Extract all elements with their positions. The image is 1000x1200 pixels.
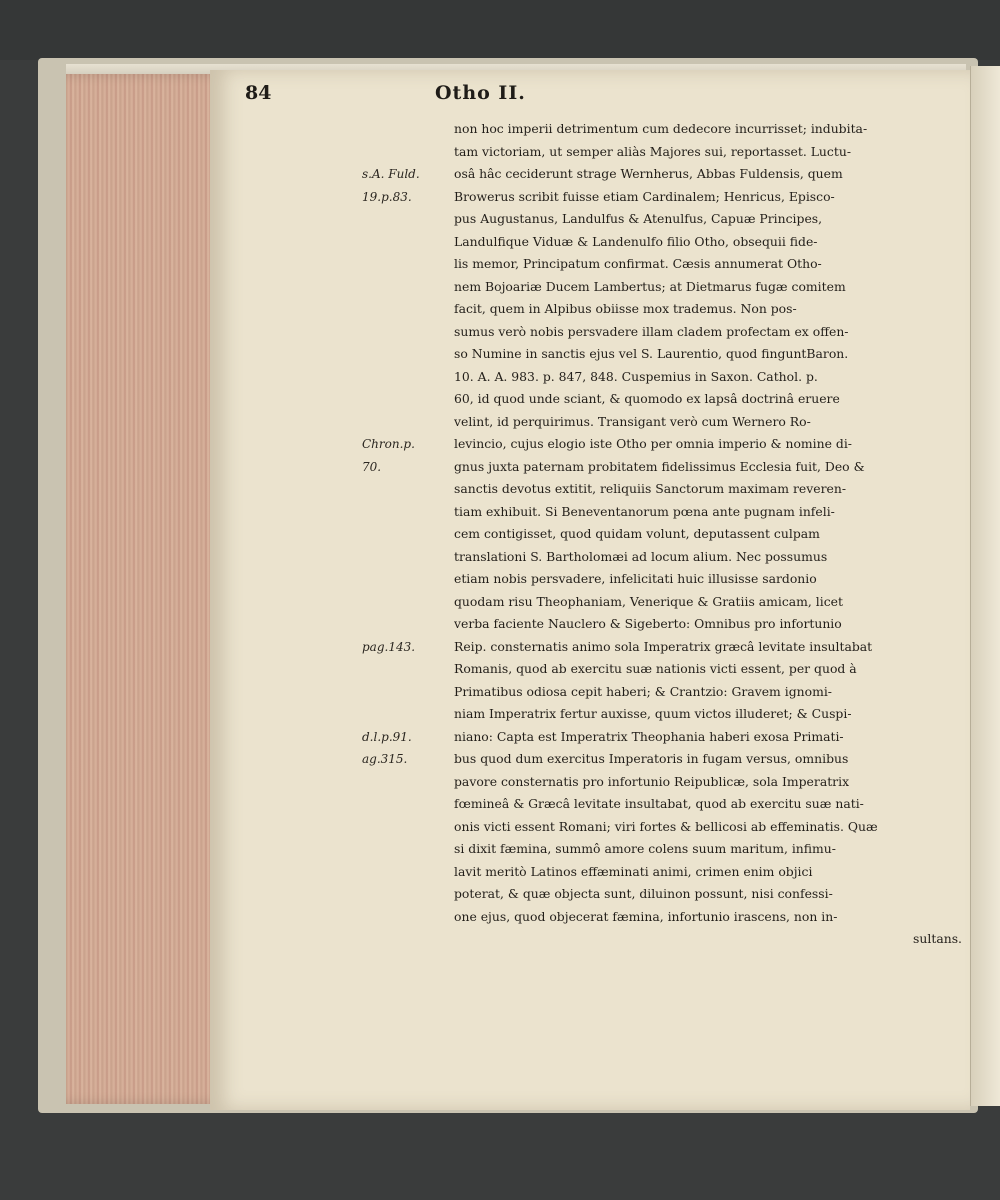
text-line: pus Augustanus, Landulfus & Atenulfus, Capuæ Principes,	[454, 211, 823, 226]
text-line: Romanis, quod ab exercitu suæ nationis victi essent, per quod à	[454, 661, 857, 676]
scanner-backdrop	[0, 0, 1000, 60]
margin-note: Chron.p.	[362, 437, 415, 451]
text-line: so Numine in sanctis ejus vel S. Laurentio, quod finguntBaron.	[454, 346, 849, 361]
text-line: cem contigisset, quod quidam volunt, deputassent culpam	[454, 526, 820, 541]
text-line: osâ hâc ceciderunt strage Wernherus, Abbas Fuldensis, quem	[454, 166, 843, 181]
margin-note: ag.315.	[362, 752, 408, 766]
text-line: verba faciente Nauclero & Sigeberto: Omnibus pro infortunio	[454, 616, 842, 631]
body-text	[454, 118, 962, 951]
text-line: 10. A. A. 983. p. 847, 848. Cuspemius in Saxon. Cathol. p.	[454, 368, 818, 384]
text-line: sanctis devotus extitit, reliquiis Sanctorum maximam reveren-	[454, 481, 847, 496]
text-line: tiam exhibuit. Si Beneventanorum pœna ante pugnam infeli-	[454, 503, 835, 519]
text-line: Primatibus odiosa cepit haberi; & Crantzio: Gravem ignomi-	[454, 683, 832, 699]
text-line: etiam nobis persvadere, infelicitati huic illusisse sardonio	[454, 571, 817, 586]
text-line: Browerus scribit fuisse etiam Cardinalem; Henricus, Episco-	[454, 188, 835, 204]
text-line: fœmineâ & Græcâ levitate insultabat, quod ab exercitu suæ nati-	[454, 796, 864, 811]
margin-note: 70.	[362, 459, 382, 474]
margin-note: 19.p.83.	[362, 189, 412, 204]
text-line: quodam risu Theophaniam, Venerique & Gratiis amicam, licet	[454, 593, 843, 609]
text-line: non hoc imperii detrimentum cum dedecore incurrisset; indubita-	[454, 121, 868, 136]
text-line: niam Imperatrix fertur auxisse, quum victos illuderet; & Cuspi-	[454, 706, 852, 721]
text-line: Landulfique Viduæ & Landenulfo filio Otho, obsequii fide-	[454, 233, 818, 249]
text-line: bus quod dum exercitus Imperatoris in fugam versus, omnibus	[454, 751, 849, 766]
text-line: sultans.	[913, 931, 962, 946]
text-line: poterat, & quæ objecta sunt, diluinon possunt, nisi confessi-	[454, 886, 833, 901]
text-line: onis victi essent Romani; viri fortes & bellicosi ab effeminatis. Quæ	[454, 818, 878, 834]
running-head	[245, 82, 845, 112]
text-line: velint, id perquirimus. Transigant verò cum Wernero Ro-	[454, 413, 811, 429]
margin-note: s.A. Fuld.	[362, 167, 420, 181]
text-line: levincio, cujus elogio iste Otho per omnia imperio & nomine di-	[454, 436, 852, 451]
text-line: translationi S. Bartholomæi ad locum alium. Nec possumus	[454, 548, 828, 564]
margin-note: d.l.p.91.	[362, 729, 412, 744]
text-line: Reip. consternatis animo sola Imperatrix græcâ levitate insultabat	[454, 638, 873, 654]
text-line: lavit meritò Latinos effæminati animi, crimen enim objici	[454, 863, 813, 879]
page-number: 84	[245, 82, 272, 104]
text-line: pavore consternatis pro infortunio Reipublicæ, sola Imperatrix	[454, 773, 850, 789]
text-line: facit, quem in Alpibus obiisse mox trademus. Non pos-	[454, 301, 797, 316]
text-line: nem Bojoariæ Ducem Lambertus; at Dietmarus fugæ comitem	[454, 278, 846, 294]
running-title: Otho II.	[435, 82, 526, 104]
text-line: one ejus, quod objecerat fæmina, infortunio irascens, non in-	[454, 908, 838, 924]
text-line: niano: Capta est Imperatrix Theophania haberi exosa Primati-	[454, 728, 844, 744]
text-line: sumus verò nobis persvadere illam cladem profectam ex offen-	[454, 323, 849, 339]
text-line: 60, id quod unde sciant, & quomodo ex lapsâ doctrinâ eruere	[454, 391, 840, 406]
margin-note: pag.143.	[362, 639, 416, 654]
text-line: tam victoriam, ut semper aliàs Majores sui, reportasset. Luctu-	[454, 143, 852, 159]
text-line: si dixit fæmina, summô amore colens suum maritum, infimu-	[454, 841, 836, 856]
text-line: gnus juxta paternam probitatem fidelissimus Ecclesia fuit, Deo &	[454, 458, 865, 474]
text-line: lis memor, Principatum confirmat. Cæsis annumerat Otho-	[454, 256, 822, 271]
facing-page-edge	[970, 66, 1000, 1106]
